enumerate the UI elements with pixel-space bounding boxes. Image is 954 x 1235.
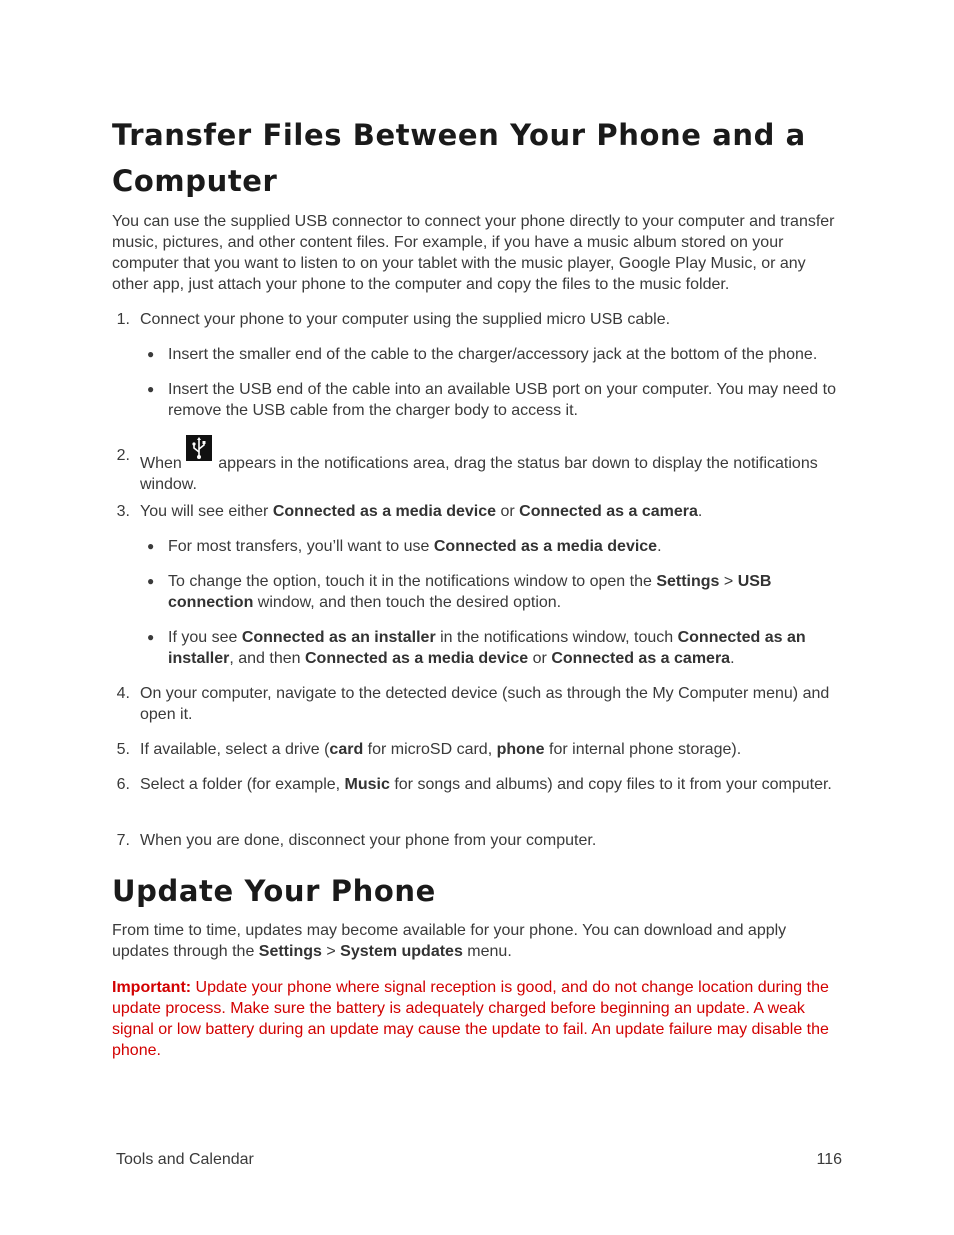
bullet-icon: ● (147, 347, 155, 361)
step-number: 4. (116, 685, 130, 702)
step-number: 5. (116, 741, 130, 758)
step-number: 1. (116, 311, 130, 328)
bullet-icon: ● (147, 574, 155, 588)
step-text-suffix: appears in the notifications area, drag the status bar down to display the notifications window. (140, 455, 818, 493)
update-paragraph: From time to time, updates may become available for your phone. You can download and apply updates through the Settings > System updates menu. (112, 922, 787, 960)
bullet-text: If you see Connected as an installer in the notifications window, touch Connected as an installer, and then Connected as a media device or Connected as a camera. (168, 629, 806, 667)
usb-icon (186, 435, 212, 461)
bullet-text: Insert the USB end of the cable into an available USB port on your computer. You may need to remove the USB cable from the charger body to access it. (168, 381, 836, 419)
bullet-icon: ● (147, 382, 155, 396)
section-heading-update-phone: Update Your Phone (112, 874, 436, 908)
footer-section-title: Tools and Calendar (116, 1151, 254, 1168)
step-text: If available, select a drive (card for microSD card, phone for internal phone storage). (140, 741, 742, 758)
step-text: Connect your phone to your computer using the supplied micro USB cable. (140, 311, 671, 328)
section-heading-transfer-files: Transfer Files Between Your Phone and a Computer (112, 118, 806, 198)
step-number: 7. (116, 832, 130, 849)
step-number: 2. (116, 447, 130, 464)
step-text: When you are done, disconnect your phone from your computer. (140, 832, 597, 849)
step-number: 6. (116, 776, 130, 793)
important-label: Important: (112, 979, 192, 996)
bullet-icon: ● (147, 630, 155, 644)
step-text: You will see either Connected as a media device or Connected as a camera. (140, 503, 703, 520)
step-text-prefix: When (140, 455, 182, 472)
bullet-text: To change the option, touch it in the notifications window to open the Settings > USB connection window, and then touch the desired option. (168, 573, 772, 611)
important-note (112, 977, 842, 1061)
bullet-text: For most transfers, you’ll want to use Connected as a media device. (168, 538, 662, 555)
bullet-icon: ● (147, 539, 155, 553)
step-number: 3. (116, 503, 130, 520)
bullet-text: Insert the smaller end of the cable to the charger/accessory jack at the bottom of the phone. (168, 346, 818, 363)
step-text: On your computer, navigate to the detected device (such as through the My Computer menu) and open it. (140, 685, 830, 723)
step-text: Select a folder (for example, Music for songs and albums) and copy files to it from your computer. (140, 776, 832, 793)
intro-paragraph: You can use the supplied USB connector to connect your phone directly to your computer and transfer music, pictures, and other content files. For example, if you have a music album stored on your computer that you want to listen to on your tablet with the music player, Google Play Music, or any other app, just attach your phone to the computer and copy the files to the music folder. (112, 213, 835, 293)
step-text (140, 445, 842, 495)
important-text: Update your phone where signal reception is good, and do not change location during the update process. Make sure the battery is adequately charged before beginning an update. A weak signal or low battery during an update may cause the update to fail. An update failure may disable the phone. (112, 979, 829, 1059)
footer-page-number: 116 (816, 1151, 842, 1168)
